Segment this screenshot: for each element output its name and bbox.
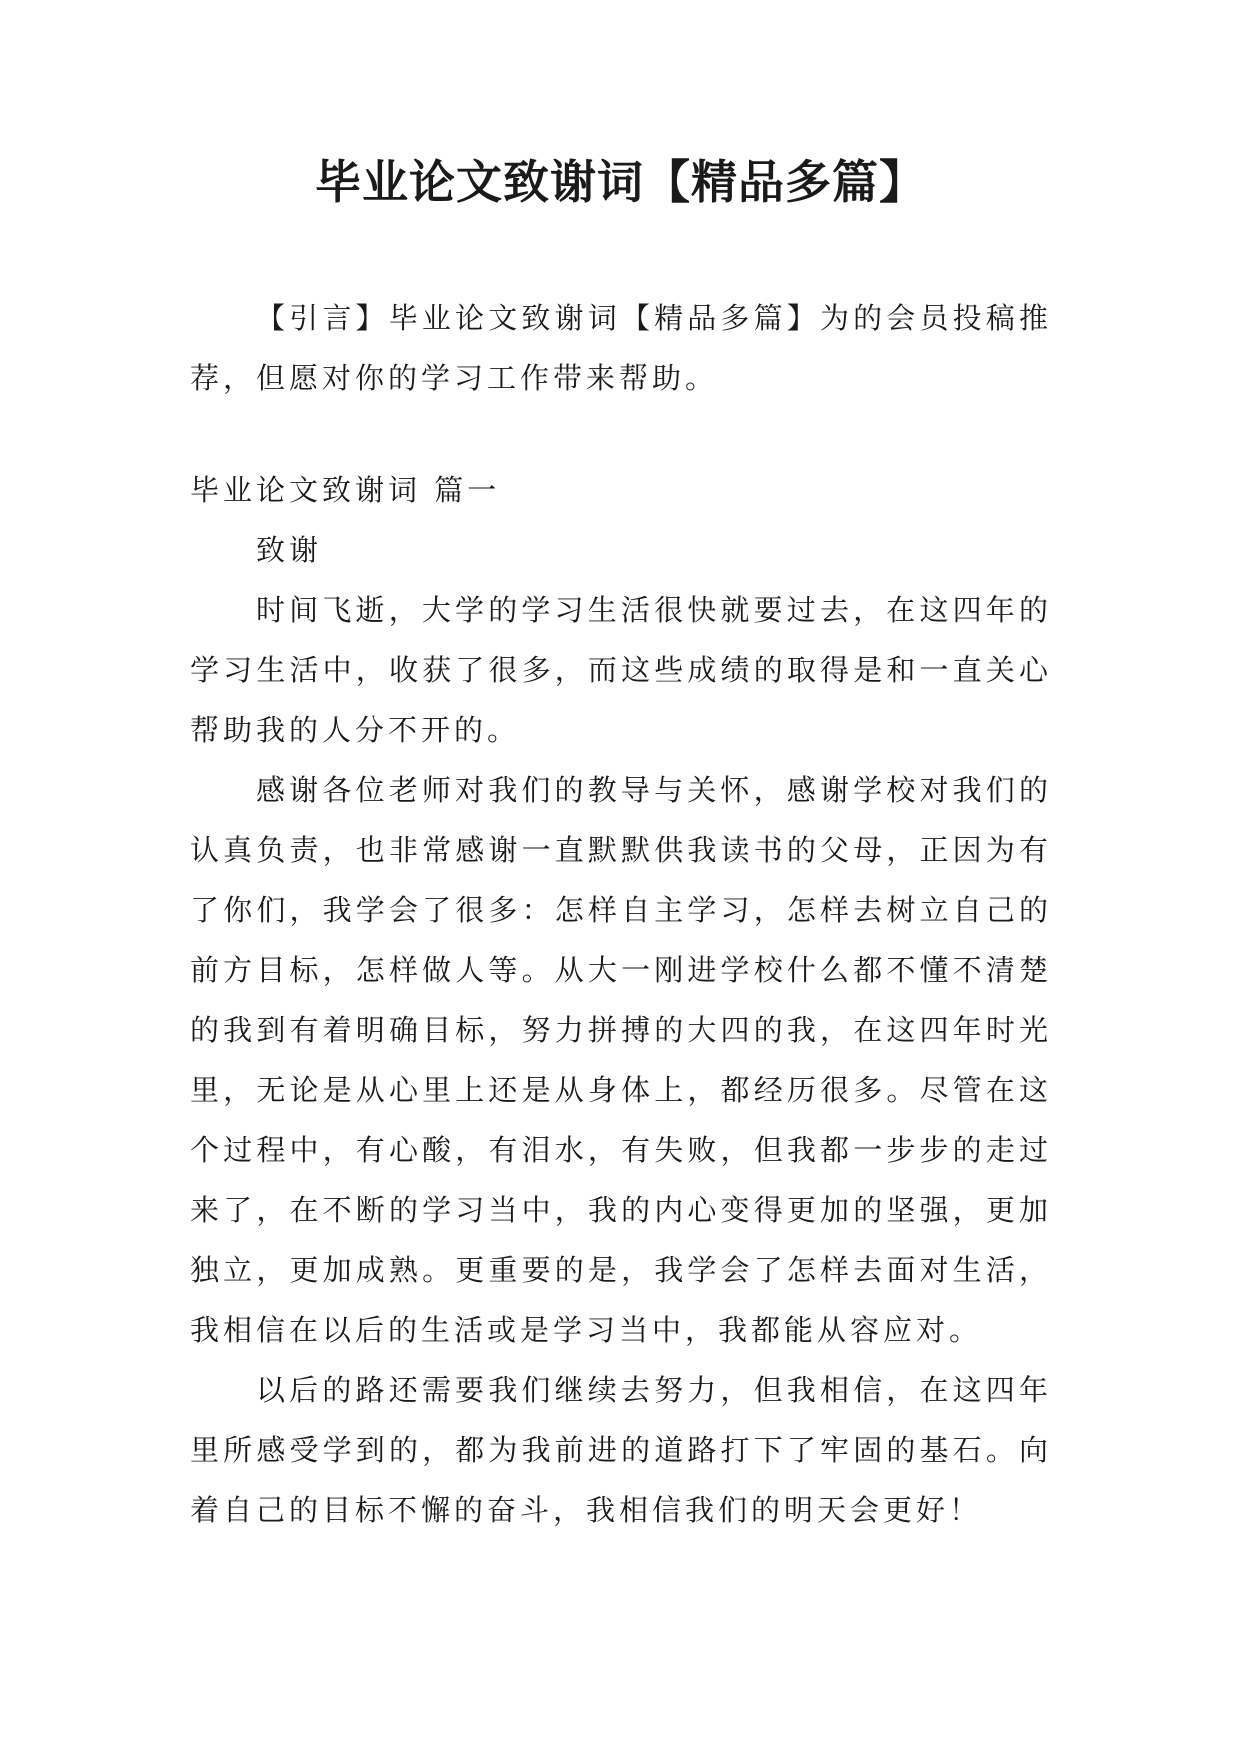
- paragraph-1: 时间飞逝，大学的学习生活很快就要过去，在这四年的学习生活中，收获了很多，而这些成绩的取得是和一直关心帮助我的人分不开的。: [190, 593, 1052, 747]
- page-title: 毕业论文致谢词【精品多篇】: [315, 155, 926, 209]
- intro-paragraph: 【引言】毕业论文致谢词【精品多篇】为的会员投稿推荐，但愿对你的学习工作带来帮助。: [190, 301, 1052, 395]
- paragraph-3: 以后的路还需要我们继续去努力，但我相信，在这四年里所感受学到的，都为我前进的道路打下了牢固的基石。向着自己的目标不懈的奋斗，我相信我们的明天会更好！: [190, 1373, 1052, 1527]
- main-content: [190, 520, 1052, 1540]
- section-heading: 毕业论文致谢词 篇一: [190, 473, 501, 507]
- paragraph-2: 感谢各位老师对我们的教导与关怀，感谢学校对我们的认真负责，也非常感谢一直默默供我读书的父母，正因为有了你们，我学会了很多：怎样自主学习，怎样去树立自己的前方目标，怎样做人等。从大一刚进学校什么都不懂不清楚的我到有着明确目标，努力拼搏的大四的我，在这四年时光里，无论是从心里上还是从身体上，都经历很多。尽管在这个过程中，有心酸，有泪水，有失败，但我都一步步的走过来了，在不断的学习当中，我的内心变得更加的坚强，更加独立，更加成熟。更重要的是，我学会了怎样去面对生活，我相信在以后的生活或是学习当中，我都能从容应对。: [190, 773, 1052, 1347]
- paragraph-acknowledgement-heading: 致谢: [256, 533, 323, 567]
